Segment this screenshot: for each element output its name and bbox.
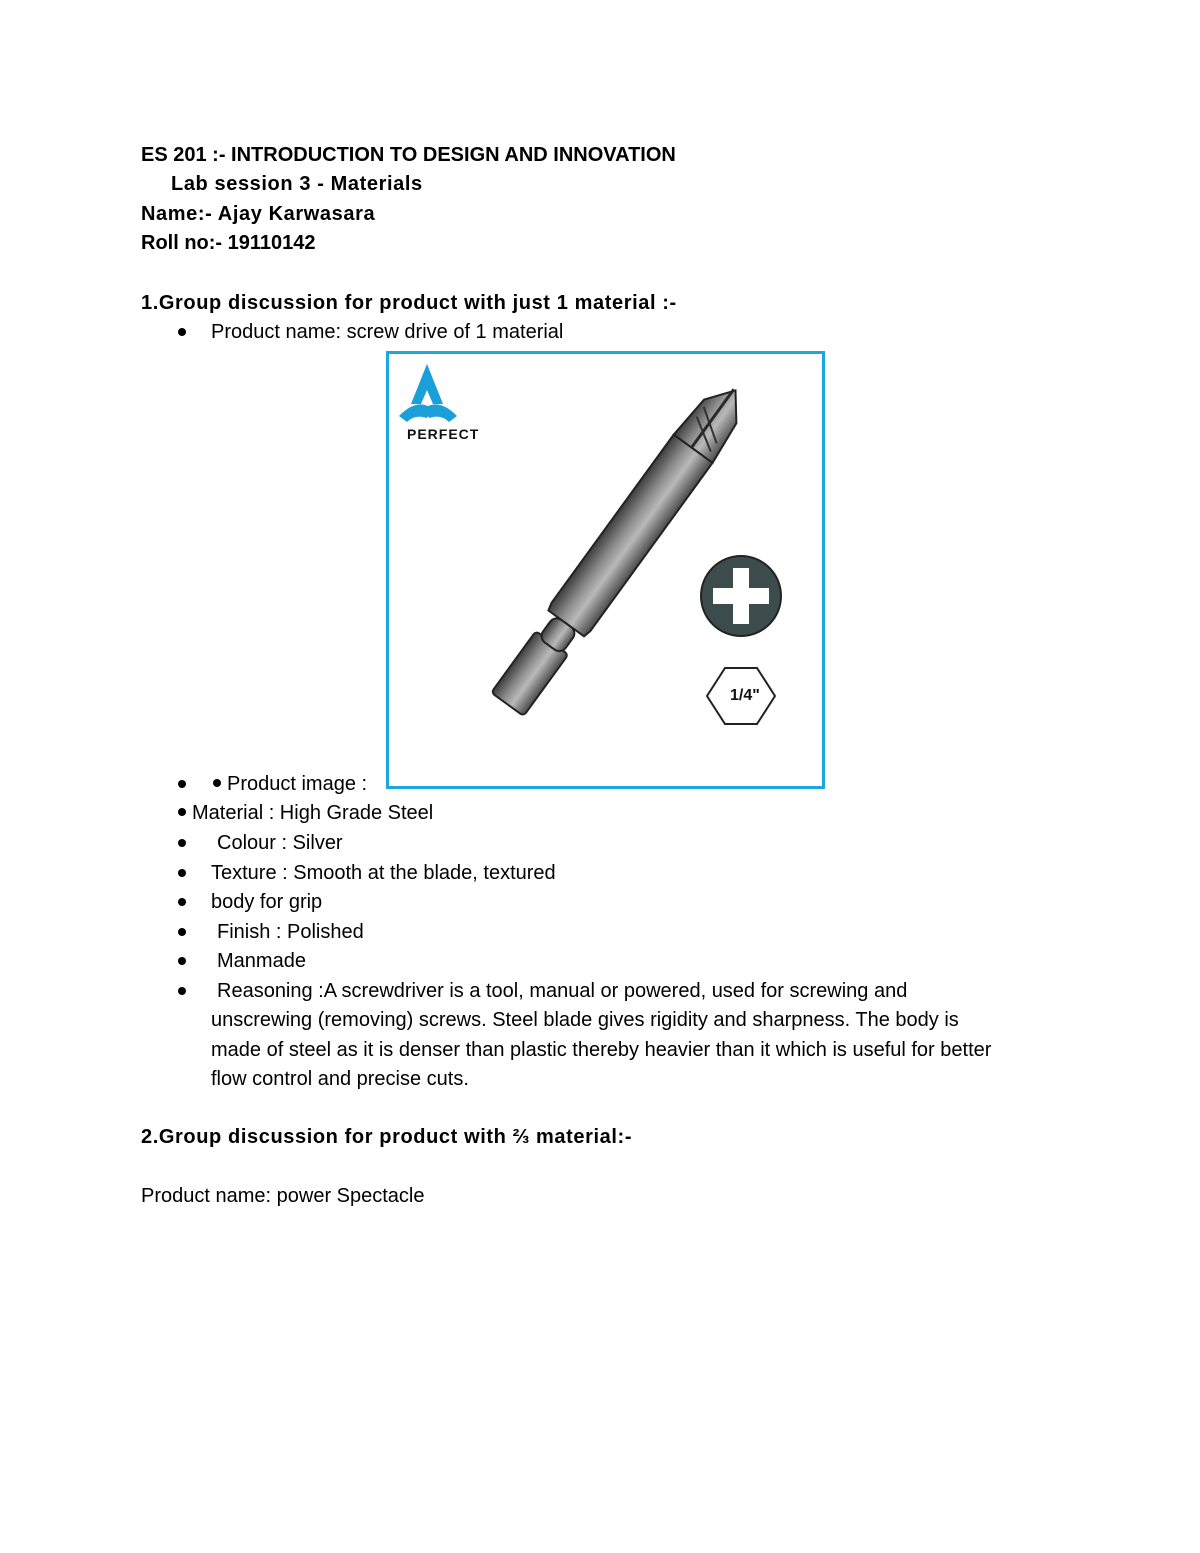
image-label: Product image : xyxy=(227,773,368,795)
reasoning-line-4: flow control and precise cuts. xyxy=(211,1068,469,1090)
material-line xyxy=(178,801,433,825)
material: Material : High Grade Steel xyxy=(192,802,434,824)
section1-heading: 1.Group discussion for product with just 1 material :- xyxy=(141,292,677,314)
screwdriver-bit-illustration xyxy=(389,354,822,786)
texture: Texture : Smooth at the blade, textured xyxy=(211,862,556,884)
hex-size-label: 1/4" xyxy=(730,687,760,704)
colour: Colour : Silver xyxy=(217,832,343,854)
course-title: ES 201 :- INTRODUCTION TO DESIGN AND INNOVATION xyxy=(141,144,676,166)
screwdriver-bit xyxy=(488,376,755,718)
reasoning-line-1: Reasoning :A screwdriver is a tool, manual or powered, used for screwing and xyxy=(217,980,908,1002)
bullet xyxy=(178,928,186,936)
bullet xyxy=(178,898,186,906)
bullet xyxy=(178,328,186,336)
brand-name: PERFECT xyxy=(407,426,480,442)
phillips-head-icon xyxy=(701,556,781,636)
roll-number: Roll no:- 19110142 xyxy=(141,232,316,254)
bullet xyxy=(178,839,186,847)
inline-bullet xyxy=(178,808,186,816)
brand-logo xyxy=(399,364,457,422)
bullet xyxy=(178,987,186,995)
section2-heading: 2.Group discussion for product with ⅔ material:- xyxy=(141,1126,633,1148)
student-name: Name:- Ajay Karwasara xyxy=(141,203,376,225)
finish: Finish : Polished xyxy=(217,921,364,943)
product-image xyxy=(386,351,825,789)
reasoning-line-2: unscrewing (removing) screws. Steel blade gives rigidity and sharpness. The body is xyxy=(211,1009,959,1031)
texture-continued: body for grip xyxy=(211,891,323,913)
bullet xyxy=(178,869,186,877)
reasoning-line-3: made of steel as it is denser than plastic thereby heavier than it which is useful for better xyxy=(211,1039,992,1061)
product-name: Product name: screw drive of 1 material xyxy=(211,321,564,343)
image-label-line xyxy=(213,772,367,796)
session-title: Lab session 3 - Materials xyxy=(171,173,423,195)
inline-bullet xyxy=(213,779,221,787)
bullet xyxy=(178,957,186,965)
bullet xyxy=(178,780,186,788)
section2-product-name: Product name: power Spectacle xyxy=(141,1185,425,1207)
manmade: Manmade xyxy=(217,950,306,972)
